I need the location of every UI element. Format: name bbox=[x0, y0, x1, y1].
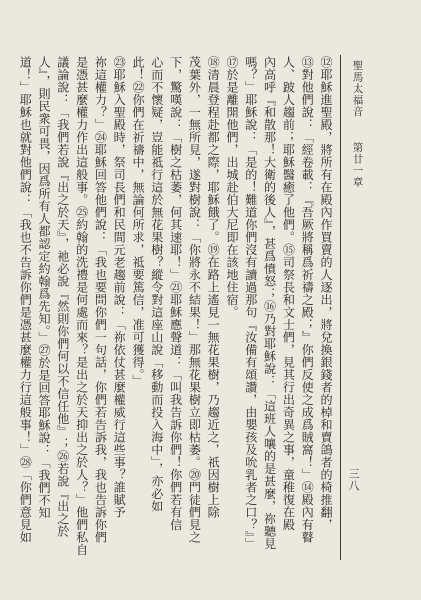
text-column: 祢這權力？」㉔耶穌回答他們說：「我也要問你們一句話，你們若告訴我，我也告訴你們 bbox=[93, 56, 108, 544]
text-column: ⑰於是離開他們，出城赴伯大尼即在該地住宿。 bbox=[225, 56, 240, 319]
text-column: ㉓耶穌入聖殿時，祭司長們和民間元老趨前說：「祢依仗甚麼權威行這些事？誰賦予 bbox=[112, 56, 127, 519]
text-column: ⑫耶穌進聖殿，將所有在殿內作買賣的人逐出，將兌換銀錢者的棹和賣鴿者的椅推翻， bbox=[319, 56, 333, 531]
text-column: 是憑甚麼權力作出這般事。㉕約翰的洗禮是何處而來？是出之於天抑出之於人？」他們私自 bbox=[74, 56, 89, 556]
text-column: ⑱清晨登程赴都之際，耶穌餓了。⑲在路上遙見一無花果樹，乃趨近之，祇因樹上除 bbox=[206, 56, 221, 519]
text-column: 道！」耶穌也就對他們說：「我也不告訴你們是憑甚麼權力行這般事！」㉘「你們意見如 bbox=[18, 56, 33, 544]
text-column: 人、跛人趨前；耶穌醫癒了他們。⑮司祭長和文士們，見其行出奇異之事，童稚復在殿 bbox=[281, 56, 296, 531]
text-column: ⑬對他們說：「經卷載：『吾厥將稱爲祈禱之殿；』你們反使之成爲賊窩！」⑭殿內有瞽 bbox=[300, 56, 315, 544]
text-column: 內高呼『和散那！大衛的後人』，甚爲憤怒；⑯乃對耶穌說：「這班人嚷的是甚麼，祢聽見 bbox=[262, 56, 277, 550]
running-header-book-title: 聖馬太福音 bbox=[351, 60, 364, 118]
page-number: 三八 bbox=[347, 468, 360, 492]
text-column: 下，驚嘆說：「樹之枯萎，何其速耶！」㉑耶穌應聲道：「叫我告訴你們！你們若有信 bbox=[168, 56, 183, 531]
header-divider-rule bbox=[340, 55, 341, 560]
body-text bbox=[18, 56, 335, 562]
text-column: 此！㉒你們在祈禱中，無論何所求，祗要篤信，准可獲得。」 bbox=[131, 56, 146, 388]
running-header-chapter: 第廿一章 bbox=[351, 142, 364, 188]
text-column: 嗎？」耶穌說：「是的！難道你們沒有讀過那句『汝備有頌讚，由嬰孩及吮乳者之口？』」 bbox=[243, 56, 258, 550]
text-column: 茂葉外，一無所見，遂對樹說：「你將永不結果！」那無花果樹立即枯萎。⑳門徒們見之 bbox=[187, 56, 202, 544]
text-column: 心而不懷疑，豈能祗行這於無花果樹？縱令對這座山說「移動而投入海中」，亦必如 bbox=[149, 56, 164, 513]
text-column: 議論說：「我們若說『出之於天』，祂必說『然則你們何以不信任他』；㉖若說『出之於 bbox=[55, 56, 70, 538]
text-column: 人』，則民衆可畏，因爲所有人都認定約翰爲先知。」㉗於是回答耶穌說：「我們不知 bbox=[37, 56, 52, 519]
